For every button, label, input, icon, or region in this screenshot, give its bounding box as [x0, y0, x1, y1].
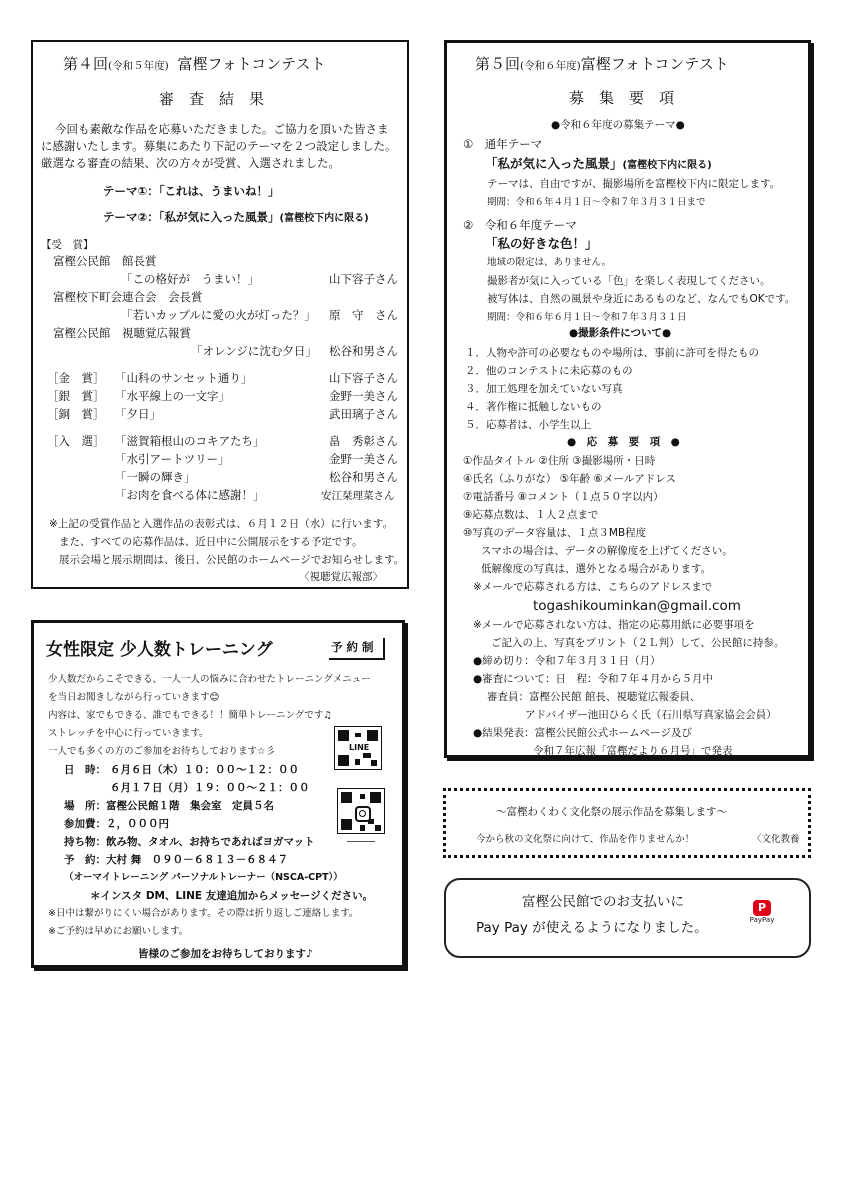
contest4-sign: 〈視聴覚広報部〉 — [299, 571, 383, 583]
paypay-line1: 富樫公民館でのお支払いに — [522, 894, 684, 910]
paypay-icon: P — [753, 900, 771, 916]
bronze-title: 「夕日」 — [115, 407, 161, 421]
qr-module — [363, 753, 371, 758]
training-line2: を当日お聞きしながら行っていきます😊 — [48, 692, 220, 703]
req6: スマホの場合は、データの解像度を上げてください。 — [481, 545, 733, 557]
t2-name: 「私の好きな色！」 — [485, 236, 598, 251]
req5: ⑩写真のデータ容量は、１点３MB程度 — [463, 527, 647, 539]
contest4-intro-1: 今回も素敵な作品を応募いただきました。ご協力を頂いた皆さま — [55, 122, 389, 136]
festival-notice — [443, 788, 811, 858]
award1-org: 富樫公民館 館長賞 — [53, 254, 157, 268]
qr-finder-bl — [341, 819, 352, 830]
qr-caption-mark — [347, 838, 375, 842]
t2-desc1: 地域の限定は、ありません。 — [487, 257, 612, 268]
contest4-intro-2: に感謝いたします。募集にあたり下記のテーマを２つ設定しました。 — [41, 139, 397, 153]
reservation-badge — [329, 638, 385, 660]
qr-module — [355, 733, 361, 737]
training-date-label: 日 時： — [64, 764, 106, 776]
select2-name: 金野一美さん — [329, 452, 398, 466]
training-closing: 皆様のご参加をお待ちしております♪ — [138, 948, 313, 960]
mail-note: ※メールで応募される方は、こちらのアドレスまで — [473, 581, 713, 593]
contest4-awards-header: 【受 賞】 — [41, 239, 94, 251]
contest5-guidelines-panel — [444, 40, 811, 758]
silver-name: 金野一美さん — [329, 389, 398, 403]
contest4-subtitle: 審 査 結 果 — [159, 90, 265, 108]
qr-finder-bl — [338, 755, 349, 766]
qr-finder-tr — [370, 792, 381, 803]
contest4-note2: また、すべての応募作品は、近日中に公開展示をする予定です。 — [59, 536, 363, 548]
paypay-logo-text: PayPay — [749, 916, 775, 924]
qr-module — [375, 825, 381, 831]
judge-schedule: ●審査について：日 程：令和７年４月から５月中 — [473, 673, 713, 685]
t1-name-text: 「私が気に入った風景」 — [485, 156, 623, 171]
bronze-name: 武田璃子さん — [329, 407, 398, 421]
silver-label: ［銀 賞］ — [47, 389, 105, 403]
training-line5: 一人でも多くの方のご参加をお待ちしております☆彡 — [48, 746, 276, 757]
qr-module — [371, 760, 377, 766]
festival-title: ～富樫わくわく文化祭の展示作品を募集します～ — [496, 806, 727, 818]
qr-module — [360, 794, 365, 799]
award3-name: 松谷和男さん — [329, 344, 398, 358]
paypay-line2: Pay Pay が使えるようになりました。 — [476, 920, 708, 936]
select3-title: 「一瞬の輝き」 — [115, 470, 196, 484]
contest4-theme1: テーマ①：「これは、うまいね！」 — [103, 184, 280, 198]
themes-header: ●令和６年度の募集テーマ● — [551, 119, 685, 131]
nomail1: ※メールで応募されない方は、指定の応募用紙に必要事項を — [473, 619, 755, 631]
instagram-qr-code[interactable] — [337, 788, 385, 834]
t1-heading: ① 通年テーマ — [463, 137, 543, 151]
training-date2: ６月１７日（月）１９：００～２１：００ — [110, 782, 310, 794]
award2-org: 富樫校下町会連合会 会長賞 — [53, 290, 203, 304]
t2-period: 期間：令和６年６月１日～令和７年３月３１日 — [487, 312, 687, 323]
judges2: アドバイザー池田ひらく氏（石川県写真家協会会員） — [525, 709, 777, 721]
gold-name: 山下容子さん — [329, 371, 398, 385]
contest4-title-number: 第４回 — [63, 55, 109, 73]
t2-heading: ② 令和６年度テーマ — [463, 218, 577, 232]
req1: ①作品タイトル ②住所 ③撮影場所・日時 — [463, 455, 656, 467]
contest5-subtitle: 募 集 要 項 — [569, 89, 675, 107]
select3-name: 松谷和男さん — [329, 470, 398, 484]
qr-finder-tl — [338, 730, 349, 741]
gold-title: 「山科のサンセット通り」 — [115, 371, 253, 385]
contest4-note1: ※上記の受賞作品と入選作品の表彰式は、６月１２日（水）に行います。 — [49, 518, 393, 530]
festival-sign: 〈文化教養 — [752, 834, 800, 845]
contest4-theme2 — [103, 212, 369, 224]
contest4-intro-3: 厳選なる審査の結果、次の方々が受賞、入選されました。 — [41, 156, 340, 170]
req4: ⑨応募点数は、１人２点まで — [463, 509, 599, 521]
training-line1: 少人数だからこそできる、一人一人の悩みに合わせたトレーニングメニュー — [48, 674, 371, 685]
req3: ⑦電話番号 ⑧コメント（１点５０字以内） — [463, 491, 664, 503]
select4-title: 「お肉を食べる体に感謝！」 — [115, 488, 265, 502]
req2: ④氏名（ふりがな） ⑤年齢 ⑥メールアドレス — [463, 473, 676, 485]
training-date1: ６月６日（木）１０：００～１２：００ — [110, 764, 299, 776]
award2-title: 「若いカップルに愛の火が灯った？」 — [121, 308, 316, 322]
training-note1: ※日中は繋がりにくい場合があります。その際は折り返しご連絡します。 — [48, 908, 359, 919]
contest4-theme2-limit: (富樫校下内に限る) — [279, 213, 369, 224]
instagram-icon — [355, 806, 371, 822]
cond5: ５．応募者は、小学生以上 — [465, 419, 591, 431]
select2-title: 「水引アートツリー」 — [115, 452, 230, 466]
qr-module — [355, 759, 360, 765]
line-label: LINE — [349, 743, 370, 752]
t1-desc: テーマは、自由ですが、撮影場所を富樫校下内に限定します。 — [487, 178, 781, 190]
award3-title: 「オレンジに沈む夕日」 — [191, 344, 317, 358]
contest4-title-year: (令和５年度) — [108, 60, 169, 72]
award2-name: 原 守 さん — [329, 308, 398, 322]
cond-header: ●撮影条件について● — [569, 327, 672, 339]
paypay-logo — [748, 900, 776, 926]
line-qr-code[interactable] — [334, 726, 382, 770]
contest4-results-panel — [31, 40, 409, 589]
req7: 低解像度の写真は、選外となる場合があります。 — [481, 563, 712, 575]
training-line4: ストレッチを中心に行っていきます。 — [48, 728, 209, 739]
qr-module — [360, 825, 365, 831]
contest5-title-number: 第５回 — [475, 55, 521, 73]
award1-name: 山下容子さん — [329, 272, 398, 286]
contest4-note3: 展示会場と展示期間は、後日、公民館のホームページでお知らせします。 — [59, 554, 405, 566]
training-title: 女性限定 少人数トレーニング — [46, 640, 273, 660]
training-panel — [31, 620, 405, 968]
t1-limit: (富樫校下内に限る) — [622, 160, 712, 171]
instagram-icon-lens — [359, 810, 366, 817]
training-reserve: 予 約：大村 舞 ０９０－６８１３－６８４７ — [64, 854, 289, 866]
cond2: ２．他のコンテストに未応募のもの — [465, 365, 633, 377]
training-sns: ＊インスタ DM、LINE 友達追加からメッセージください。 — [90, 890, 374, 902]
select4-name: 安江栞理菜さん — [321, 490, 395, 502]
cond4: ４．著作権に抵触しないもの — [465, 401, 602, 413]
select-label: ［入 選］ — [47, 434, 105, 448]
qr-finder-tl — [341, 792, 352, 803]
contest5-title — [475, 57, 729, 72]
results2: 令和７年広報「富樫だより６月号」で発表 — [533, 745, 733, 757]
contest4-title-name: 富樫フォトコンテスト — [177, 55, 326, 73]
silver-title: 「水平線上の一文字」 — [115, 389, 230, 403]
paypay-notice — [444, 878, 811, 958]
training-note2: ※ご予約は早めにお願いします。 — [48, 926, 189, 937]
nomail2: ご記入の上、写真をプリント（２Ｌ判）して、公民館に持参。 — [491, 637, 785, 649]
training-fee: 参加費：２，０００円 — [64, 818, 169, 830]
training-line3: 内容は、家でもできる、誰でもできる！！簡単トレーニングです♫ — [48, 710, 332, 721]
bronze-label: ［銅 賞］ — [47, 407, 105, 421]
judges1: 審査員：富樫公民館 館長、視聴覚広報委員、 — [487, 691, 701, 703]
contest5-title-name: 富樫フォトコンテスト — [580, 55, 729, 73]
t2-desc2: 撮影者が気に入っている「色」を楽しく表現してください。 — [487, 275, 771, 287]
t2-desc3: 被写体は、自然の風景や身近にあるものなど、なんでもOKです。 — [487, 293, 796, 305]
contest-email[interactable]: togashikouminkan@gmail.com — [533, 598, 741, 614]
contest4-theme2-name: テーマ②：「私が気に入った風景」 — [103, 210, 280, 224]
festival-text: 今から秋の文化祭に向けて、作品を作りませんか！ — [476, 834, 695, 845]
cond1: １．人物や許可の必要なものや場所は、事前に許可を得たもの — [465, 347, 759, 359]
contest4-title — [63, 57, 326, 72]
req-header: ● 応 募 要 項 ● — [567, 436, 680, 448]
training-items: 持ち物：飲み物、タオル、お持ちであればヨガマット — [64, 836, 315, 848]
award1-title: 「この格好が うまい！」 — [121, 272, 259, 286]
gold-label: ［金 賞］ — [47, 371, 105, 385]
t1-period: 期間：令和６年４月１日～令和７年３月３１日まで — [487, 197, 706, 208]
cond3: ３．加工処理を加えていない写真 — [465, 383, 623, 395]
deadline: ●締め切り：令和７年３月３１日（月） — [473, 655, 661, 667]
training-place: 場 所：富樫公民館１階 集会室 定員５名 — [64, 800, 274, 812]
select1-title: 「滋賀箱根山のコキアたち」 — [115, 434, 265, 448]
training-trainer: （オーマイトレーニング パーソナルトレーナー（NSCA-CPT）） — [64, 872, 343, 883]
contest5-title-year: (令和６年度) — [520, 60, 581, 72]
qr-finder-tr — [367, 730, 378, 741]
results1: ●結果発表：富樫公民館公式ホームページ及び — [473, 727, 692, 739]
t1-name — [485, 158, 712, 171]
select1-name: 畠 秀彰さん — [329, 434, 398, 448]
reservation-badge-text: 予 約 制 — [331, 640, 374, 654]
award3-org: 富樫公民館 視聴覚広報賞 — [53, 326, 191, 340]
